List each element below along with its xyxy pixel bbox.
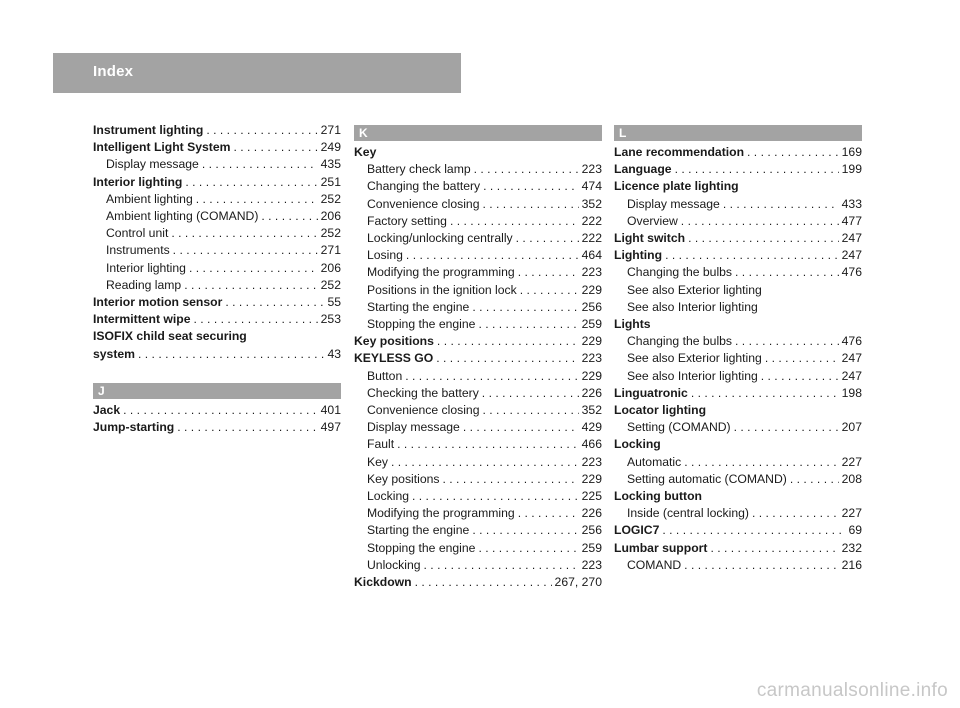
- index-entry-page: 199: [841, 162, 862, 177]
- dot-leader: [752, 505, 839, 522]
- dot-leader: [443, 471, 579, 488]
- index-entry-term: Stopping the engine: [367, 317, 476, 332]
- dot-leader: [761, 368, 839, 385]
- index-entry-term: COMAND: [627, 557, 682, 572]
- index-entry-term: Unlocking: [367, 557, 421, 572]
- index-entry: [614, 196, 862, 213]
- index-entry-term: LOGIC7: [614, 523, 660, 538]
- index-entry: [614, 385, 862, 402]
- index-entry-page: 252: [320, 226, 341, 241]
- index-entry-term: Modifying the programming: [367, 265, 515, 280]
- index-entry-page: 259: [581, 540, 602, 555]
- index-entry: [354, 471, 602, 488]
- index-entry-term: Overview: [627, 213, 678, 228]
- index-entry: [614, 540, 862, 557]
- dot-leader: [518, 505, 579, 522]
- index-entry: [354, 247, 602, 264]
- index-entry-term: Jack: [93, 402, 121, 417]
- dot-leader: [516, 230, 579, 247]
- dot-leader: [684, 454, 838, 471]
- index-entry-term: Fault: [367, 437, 395, 452]
- index-entry-term: Losing: [367, 248, 403, 263]
- dot-leader: [463, 419, 579, 436]
- entry-list-keyless-go: [354, 368, 602, 574]
- dot-leader: [765, 350, 839, 367]
- index-entry-term: Checking the battery: [367, 385, 479, 400]
- index-entry: [93, 402, 341, 419]
- index-entry-page: 229: [581, 334, 602, 349]
- index-entry: [354, 350, 602, 367]
- index-entry: [614, 557, 862, 574]
- dot-leader: [233, 139, 317, 156]
- index-entry-page: 252: [320, 191, 341, 206]
- dot-leader: [482, 196, 578, 213]
- index-entry: [354, 574, 602, 591]
- index-entry-page: 227: [841, 454, 862, 469]
- index-entry: [614, 471, 862, 488]
- index-entry: [614, 505, 862, 522]
- index-entry: [93, 419, 341, 436]
- index-entry-page: 433: [841, 196, 862, 211]
- index-entry: [614, 213, 862, 230]
- index-see-also: See also Interior lighting: [627, 299, 758, 314]
- dot-leader: [406, 247, 579, 264]
- index-entry-term: Starting the engine: [367, 299, 470, 314]
- index-entry-page: 352: [581, 403, 602, 418]
- dot-leader: [415, 574, 552, 591]
- dot-leader: [681, 213, 839, 230]
- index-entry-term: Key positions: [367, 471, 440, 486]
- index-entry-term: Display message: [627, 196, 720, 211]
- dot-leader: [185, 174, 317, 191]
- index-entry-page: 222: [581, 213, 602, 228]
- index-entry: [93, 191, 341, 208]
- index-entry-page: 206: [320, 209, 341, 224]
- index-entry: [93, 139, 341, 156]
- index-entry-page: 247: [841, 351, 862, 366]
- index-entry: [354, 557, 602, 574]
- index-entry-term: Interior motion sensor: [93, 295, 223, 310]
- dot-leader: [662, 522, 845, 539]
- index-heading: Locator lighting: [614, 403, 707, 418]
- index-entry-page: 207: [841, 420, 862, 435]
- index-entry-page: 464: [581, 248, 602, 263]
- index-entry: [614, 247, 862, 264]
- index-entry: [93, 260, 341, 277]
- dot-leader: [171, 225, 317, 242]
- index-column-3: [614, 125, 862, 574]
- dot-leader: [225, 294, 324, 311]
- entry-list-lights: [614, 333, 862, 385]
- dot-leader: [424, 557, 579, 574]
- index-entry-term: Interior lighting: [106, 260, 186, 275]
- index-entry-term: Modifying the programming: [367, 506, 515, 521]
- index-entry: [354, 299, 602, 316]
- index-entry-term: Ambient lighting (COMAND): [106, 209, 259, 224]
- index-entry-page: 223: [581, 162, 602, 177]
- dot-leader: [173, 242, 318, 259]
- dot-leader: [405, 368, 578, 385]
- dot-leader: [397, 436, 579, 453]
- index-entry-page: 256: [581, 299, 602, 314]
- index-entry-page: 429: [581, 420, 602, 435]
- dot-leader: [520, 282, 579, 299]
- index-entry-term: Lumbar support: [614, 540, 708, 555]
- dot-leader: [482, 402, 578, 419]
- index-entry: [93, 346, 341, 363]
- index-entry-term: Factory setting: [367, 213, 447, 228]
- index-entry-page: 227: [841, 506, 862, 521]
- dot-leader: [202, 156, 318, 173]
- dot-leader: [472, 522, 578, 539]
- index-entry-term: Control unit: [106, 226, 169, 241]
- index-entry-page: 232: [841, 540, 862, 555]
- index-entry: [614, 264, 862, 281]
- index-entry: [354, 213, 602, 230]
- index-entry: [354, 230, 602, 247]
- index-entry-page: 206: [320, 260, 341, 275]
- index-entry-page: 169: [841, 145, 862, 159]
- index-entry-page: 225: [581, 489, 602, 504]
- dot-leader: [665, 247, 839, 264]
- index-entry: [93, 294, 341, 311]
- index-entry: [614, 350, 862, 367]
- index-entry: [93, 174, 341, 191]
- index-entry: [93, 122, 341, 139]
- index-entry-term: Instruments: [106, 243, 170, 258]
- index-entry-page: 249: [320, 140, 341, 155]
- dot-leader: [684, 557, 838, 574]
- dot-leader: [138, 346, 324, 363]
- index-entry: [354, 282, 602, 299]
- index-entry-term: Starting the engine: [367, 523, 470, 538]
- index-entry-page: 476: [841, 334, 862, 349]
- index-entry-page: 208: [841, 471, 862, 486]
- index-entry: [93, 208, 341, 225]
- index-heading: Licence plate lighting: [614, 179, 739, 194]
- index-entry-term: Intermittent wipe: [93, 312, 191, 327]
- index-entry-term: Kickdown: [354, 575, 412, 590]
- index-entry: [93, 242, 341, 259]
- index-entry-term: Display message: [106, 157, 199, 172]
- index-entry-term: Language: [614, 162, 672, 177]
- index-entry-page: 267, 270: [554, 575, 602, 590]
- index-entry-page: 229: [581, 282, 602, 297]
- index-entry-term: Inside (central locking): [627, 506, 749, 521]
- index-entry: [354, 488, 602, 505]
- index-entry-page: 223: [581, 454, 602, 469]
- index-entry: [354, 540, 602, 557]
- index-entry-page: 352: [581, 196, 602, 211]
- index-entry-page: 401: [320, 402, 341, 417]
- index-entry: [354, 316, 602, 333]
- dot-leader: [391, 454, 579, 471]
- index-see-also: See also Exterior lighting: [627, 282, 762, 297]
- index-entry: [354, 522, 602, 539]
- page-header-band: [53, 53, 461, 93]
- dot-leader: [710, 540, 838, 557]
- index-entry: [93, 277, 341, 294]
- index-entry-page: 216: [841, 557, 862, 572]
- index-entry: [354, 505, 602, 522]
- index-entry-page: 43: [327, 346, 341, 361]
- index-entry: [354, 368, 602, 385]
- index-entry-term: Display message: [367, 420, 460, 435]
- index-entry-page: 435: [320, 157, 341, 172]
- dot-leader: [723, 196, 839, 213]
- index-entry: [354, 454, 602, 471]
- index-entry-page: 259: [581, 317, 602, 332]
- index-entry: [354, 264, 602, 281]
- index-entry-page: 69: [848, 523, 862, 538]
- dot-leader: [437, 333, 579, 350]
- index-entry: [614, 333, 862, 350]
- dot-leader: [261, 208, 317, 225]
- index-heading: Locking: [614, 437, 661, 452]
- dot-leader: [691, 385, 839, 402]
- section-header-j: J: [93, 383, 341, 399]
- dot-leader: [206, 122, 317, 139]
- page-title: Index: [93, 63, 134, 80]
- index-entry-term: Reading lamp: [106, 277, 182, 292]
- index-entry-page: 55: [327, 295, 341, 310]
- index-entry-term: Convenience closing: [367, 403, 480, 418]
- index-entry-term: ISOFIX child seat securing: [93, 329, 247, 344]
- dot-leader: [194, 311, 318, 328]
- index-entry-term: Intelligent Light System: [93, 140, 231, 155]
- index-entry-page: 466: [581, 437, 602, 452]
- index-column-2: [354, 125, 602, 591]
- index-entry-page: 223: [581, 557, 602, 572]
- dot-leader: [184, 277, 317, 294]
- index-entry-term: Changing the bulbs: [627, 265, 733, 280]
- watermark: carmanualsonline.info: [756, 680, 948, 701]
- dot-leader: [518, 264, 579, 281]
- dot-leader: [472, 299, 578, 316]
- index-entry-page: 474: [581, 179, 602, 194]
- index-entry-page: 247: [841, 368, 862, 383]
- index-entry-term: Ambient lighting: [106, 191, 193, 206]
- dot-leader: [747, 144, 839, 161]
- index-entry-term: system: [93, 346, 136, 361]
- dot-leader: [478, 540, 578, 557]
- index-entry: [354, 161, 602, 178]
- index-entry: [354, 385, 602, 402]
- index-entry-page: 497: [320, 420, 341, 435]
- index-entry-page: 229: [581, 471, 602, 486]
- index-entry-term: KEYLESS GO: [354, 351, 434, 366]
- dot-leader: [790, 471, 839, 488]
- index-entry: [614, 419, 862, 436]
- dot-leader: [734, 419, 839, 436]
- index-entry: [614, 368, 862, 385]
- index-entry-page: 247: [841, 231, 862, 246]
- index-entry-term: Interior lighting: [93, 174, 183, 189]
- index-entry-page: 198: [841, 385, 862, 400]
- index-entry-term: Changing the bulbs: [627, 334, 733, 349]
- index-entry: [354, 402, 602, 419]
- index-entry-page: 253: [320, 312, 341, 327]
- index-entry-term: Jump-starting: [93, 420, 175, 435]
- index-entry: [614, 161, 862, 178]
- dot-leader: [482, 385, 579, 402]
- index-entry-page: 252: [320, 277, 341, 292]
- section-header-k: K: [354, 125, 602, 141]
- index-entry-term: See also Exterior lighting: [627, 351, 762, 366]
- dot-leader: [675, 161, 839, 178]
- index-entry-page: 271: [320, 243, 341, 258]
- index-entry-term: Lighting: [614, 248, 663, 263]
- index-entry: [93, 156, 341, 173]
- index-entry: [614, 144, 862, 161]
- index-entry-term: Positions in the ignition lock: [367, 282, 517, 297]
- index-entry-term: See also Interior lighting: [627, 368, 758, 383]
- index-entry-term: Instrument lighting: [93, 123, 204, 137]
- index-column-1: [93, 122, 341, 436]
- dot-leader: [177, 419, 317, 436]
- index-entry: [354, 196, 602, 213]
- entry-list-i: [93, 122, 341, 328]
- index-entry-page: 251: [320, 174, 341, 189]
- dot-leader: [196, 191, 318, 208]
- index-entry-page: 222: [581, 231, 602, 246]
- dot-leader: [412, 488, 579, 505]
- dot-leader: [483, 178, 579, 195]
- index-entry: [354, 419, 602, 436]
- dot-leader: [189, 260, 318, 277]
- dot-leader: [436, 350, 578, 367]
- index-entry-term: Lane recommendation: [614, 145, 745, 159]
- index-entry-page: 229: [581, 368, 602, 383]
- index-entry-term: Stopping the engine: [367, 540, 476, 555]
- entry-list-locking: [614, 454, 862, 488]
- index-entry-page: 226: [581, 385, 602, 400]
- index-entry-page: 271: [320, 123, 341, 137]
- index-heading: Lights: [614, 317, 651, 332]
- index-entry-page: 223: [581, 351, 602, 366]
- section-header-l: L: [614, 125, 862, 141]
- index-heading-key: Key: [354, 145, 377, 159]
- entry-list-key: [354, 161, 602, 333]
- entry-list-j: [93, 402, 341, 436]
- index-entry-page: 223: [581, 265, 602, 280]
- index-entry: [614, 454, 862, 471]
- dot-leader: [478, 316, 578, 333]
- index-entry: [93, 311, 341, 328]
- index-entry-term: Locking/unlocking centrally: [367, 231, 513, 246]
- index-entry-term: Automatic: [627, 454, 682, 469]
- index-entry-page: 226: [581, 506, 602, 521]
- index-entry-page: 256: [581, 523, 602, 538]
- dot-leader: [735, 333, 839, 350]
- index-entry-term: Key: [367, 454, 389, 469]
- index-heading: Locking button: [614, 489, 703, 504]
- index-entry-term: Light switch: [614, 231, 686, 246]
- dot-leader: [474, 161, 579, 178]
- dot-leader: [450, 213, 579, 230]
- index-entry-term: Key positions: [354, 334, 434, 349]
- index-entry-term: Linguatronic: [614, 385, 688, 400]
- index-entry: [614, 522, 862, 539]
- index-entry: [354, 178, 602, 195]
- entry-list-licence: [614, 196, 862, 230]
- index-entry-term: Button: [367, 368, 403, 383]
- index-entry-page: 477: [841, 213, 862, 228]
- index-entry-page: 247: [841, 248, 862, 263]
- index-entry: [354, 436, 602, 453]
- dot-leader: [735, 264, 839, 281]
- index-entry-term: Changing the battery: [367, 179, 481, 194]
- index-entry-term: Setting automatic (COMAND): [627, 471, 787, 486]
- index-entry-term: Setting (COMAND): [627, 420, 731, 435]
- dot-leader: [123, 402, 318, 419]
- dot-leader: [688, 230, 839, 247]
- index-entry-term: Battery check lamp: [367, 162, 471, 177]
- index-entry: [93, 225, 341, 242]
- index-entry: [354, 333, 602, 350]
- index-entry-page: 476: [841, 265, 862, 280]
- index-entry-term: Convenience closing: [367, 196, 480, 211]
- index-entry-term: Locking: [367, 489, 410, 504]
- index-entry: [614, 230, 862, 247]
